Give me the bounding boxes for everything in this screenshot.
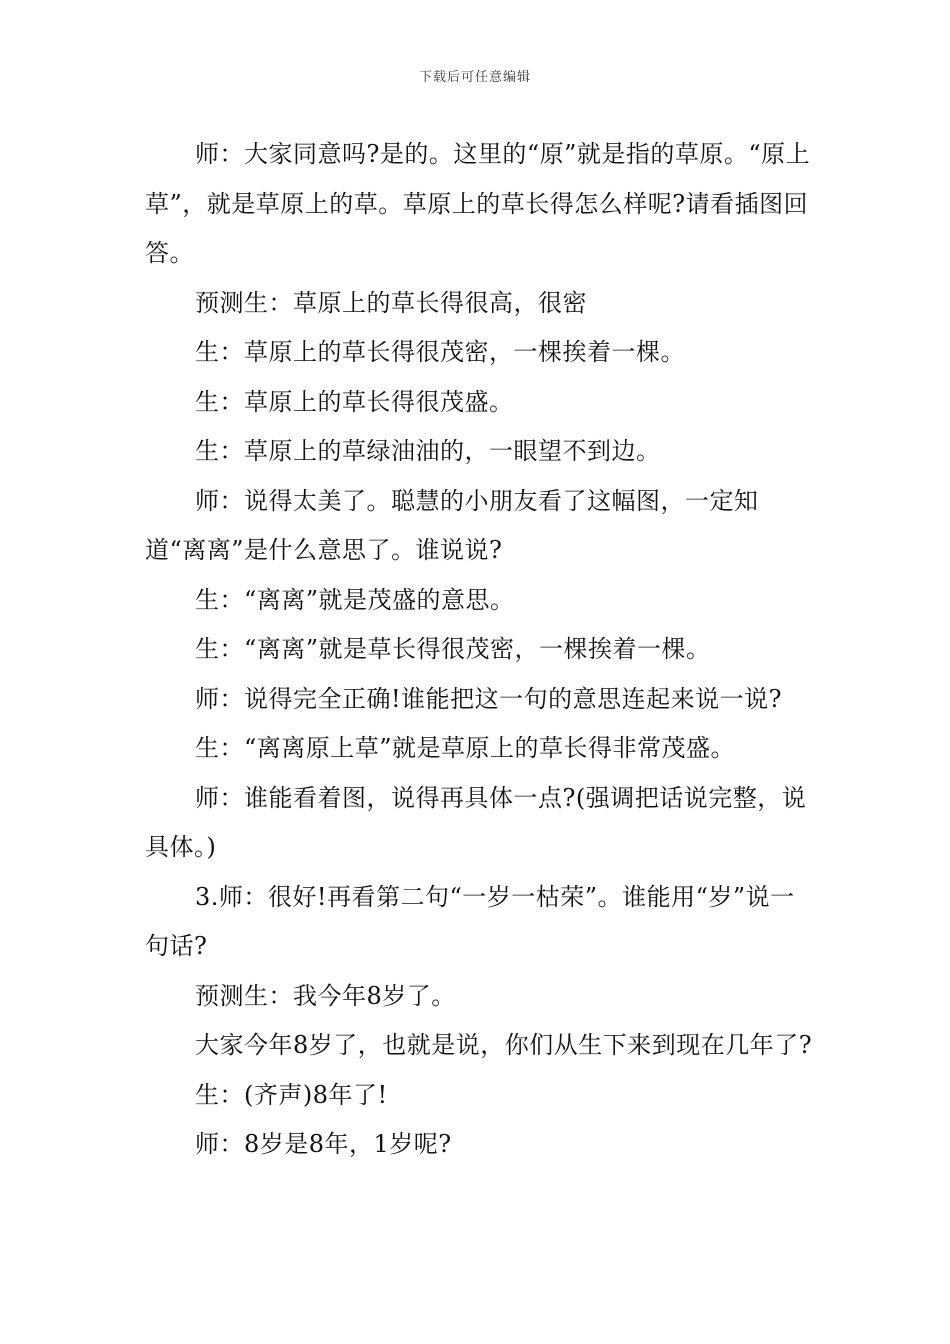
paragraph: 师：说得太美了。聪慧的小朋友看了这幅图，一定知道“离离”是什么意思了。谁说说?: [145, 486, 759, 564]
paragraph: 生：“离离”就是草长得很茂密，一棵挨着一棵。: [195, 635, 711, 663]
paragraph: 预测生：草原上的草长得很高，很密: [195, 288, 587, 317]
paragraph: 生：“离离原上草”就是草原上的草长得非常茂盛。: [195, 734, 736, 762]
paragraph: 生：草原上的草绿油油的，一眼望不到边。: [195, 437, 661, 465]
paragraph: 师：说得完全正确!谁能把这一句的意思连起来说一说?: [195, 684, 783, 713]
page-header: 下载后可任意编辑: [418, 70, 531, 85]
paragraph: 师：谁能看着图，说得再具体一点?(强调把话说完整，说具体。): [145, 783, 807, 861]
paragraph: 师：大家同意吗?是的。这里的“原”就是指的草原。“原上草”，就是草原上的草。草原上的草长得怎么样呢?请看插图回答。: [145, 140, 811, 267]
paragraph: 生：(齐声)8年了!: [195, 1080, 388, 1109]
paragraph: 生：“离离”就是茂盛的意思。: [195, 585, 515, 614]
paragraph: 师：8岁是8年，1岁呢?: [195, 1130, 452, 1158]
document-body: [145, 130, 815, 1170]
paragraph: 大家今年8岁了，也就是说，你们从生下来到现在几年了?: [195, 1031, 813, 1059]
paragraph: 3.师：很好!再看第二句“一岁一枯荣”。谁能用“岁”说一句话?: [145, 882, 795, 960]
paragraph: 生：草原上的草长得很茂密，一棵挨着一棵。: [195, 338, 685, 366]
paragraph: 预测生：我今年8岁了。: [195, 981, 456, 1010]
paragraph: 生：草原上的草长得很茂盛。: [195, 387, 514, 416]
